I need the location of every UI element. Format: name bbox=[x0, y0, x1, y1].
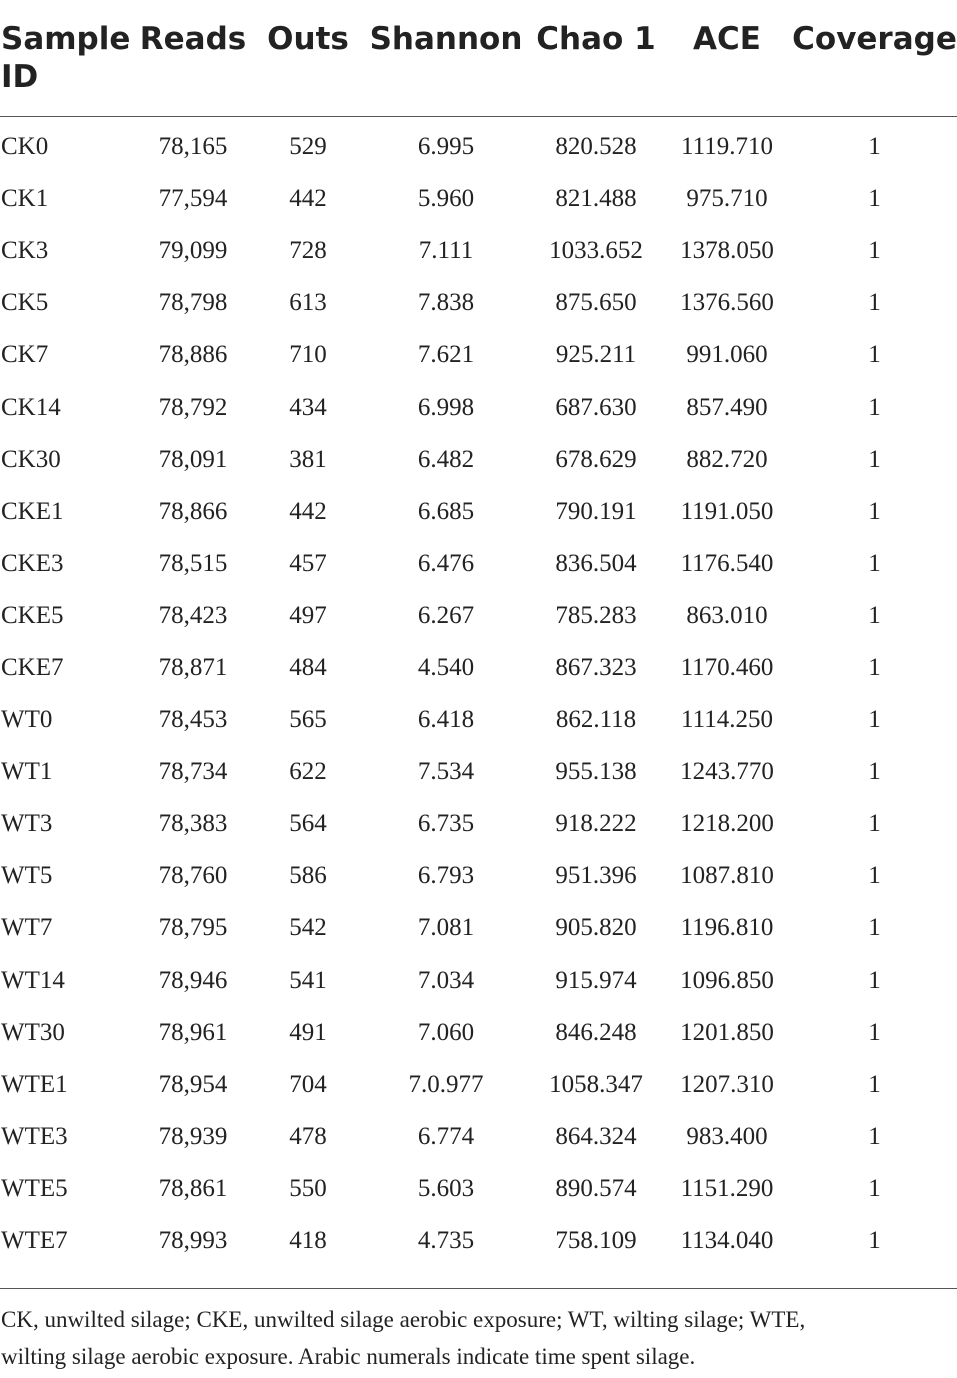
cell-ace: 1151.290 bbox=[680, 1174, 774, 1202]
cell-reads: 78,961 bbox=[158, 1018, 228, 1046]
header-reads: Reads bbox=[132, 0, 254, 117]
cell-chao1: 915.974 bbox=[555, 966, 637, 994]
cell-coverage: 1 bbox=[868, 810, 881, 838]
table-row bbox=[0, 590, 957, 642]
cell-shannon: 7.838 bbox=[417, 289, 475, 317]
cell-outs: 564 bbox=[289, 810, 327, 838]
cell-chao1: 687.630 bbox=[555, 393, 637, 421]
cell-chao1: 905.820 bbox=[555, 914, 637, 942]
table-row bbox=[0, 1007, 957, 1059]
cell-sample-id: WTE7 bbox=[1, 1227, 68, 1255]
header-chao1: Chao 1 bbox=[530, 0, 662, 117]
cell-sample-id: WT5 bbox=[1, 862, 53, 890]
table-row bbox=[0, 694, 957, 746]
cell-sample-id: WT3 bbox=[1, 810, 53, 838]
cell-coverage: 1 bbox=[868, 133, 881, 161]
table-row bbox=[0, 850, 957, 902]
cell-reads: 78,871 bbox=[158, 653, 228, 681]
cell-shannon: 6.476 bbox=[417, 549, 475, 577]
cell-coverage: 1 bbox=[868, 289, 881, 317]
cell-shannon: 6.998 bbox=[417, 393, 475, 421]
cell-coverage: 1 bbox=[868, 185, 881, 213]
cell-shannon: 6.793 bbox=[417, 862, 475, 890]
table-row bbox=[0, 1163, 957, 1215]
cell-chao1: 821.488 bbox=[555, 185, 637, 213]
cell-outs: 613 bbox=[289, 289, 327, 317]
cell-ace: 983.400 bbox=[686, 1122, 768, 1150]
cell-outs: 442 bbox=[289, 185, 327, 213]
cell-ace: 1218.200 bbox=[680, 810, 774, 838]
table-row bbox=[0, 1215, 957, 1273]
cell-chao1: 1033.652 bbox=[549, 237, 643, 265]
cell-shannon: 7.0.977 bbox=[408, 1070, 484, 1098]
cell-shannon: 4.735 bbox=[417, 1227, 475, 1255]
cell-chao1: 955.138 bbox=[555, 758, 637, 786]
table-row bbox=[0, 746, 957, 798]
table-footnote bbox=[0, 1288, 957, 1375]
cell-reads: 78,760 bbox=[158, 862, 228, 890]
header-shannon: Shannon bbox=[362, 0, 530, 117]
cell-chao1: 875.650 bbox=[555, 289, 637, 317]
cell-coverage: 1 bbox=[868, 1174, 881, 1202]
cell-outs: 457 bbox=[289, 549, 327, 577]
cell-ace: 1114.250 bbox=[681, 706, 773, 734]
table-row bbox=[0, 902, 957, 954]
cell-shannon: 4.540 bbox=[417, 653, 475, 681]
cell-ace: 1191.050 bbox=[680, 497, 774, 525]
header-outs: Outs bbox=[254, 0, 362, 117]
cell-sample-id: CK7 bbox=[1, 341, 49, 369]
header-row bbox=[0, 0, 957, 117]
cell-shannon: 6.774 bbox=[417, 1122, 475, 1150]
cell-shannon: 6.418 bbox=[417, 706, 475, 734]
cell-reads: 78,993 bbox=[158, 1227, 228, 1255]
cell-chao1: 862.118 bbox=[555, 706, 637, 734]
cell-outs: 728 bbox=[289, 237, 327, 265]
header-sample-id: Sample ID bbox=[0, 0, 132, 117]
cell-sample-id: CK5 bbox=[1, 289, 49, 317]
cell-ace: 1201.850 bbox=[680, 1018, 774, 1046]
cell-outs: 710 bbox=[289, 341, 327, 369]
cell-coverage: 1 bbox=[868, 1122, 881, 1150]
cell-outs: 529 bbox=[289, 133, 327, 161]
cell-reads: 78,515 bbox=[158, 549, 228, 577]
cell-sample-id: CKE7 bbox=[1, 653, 64, 681]
cell-reads: 78,383 bbox=[158, 810, 228, 838]
cell-reads: 79,099 bbox=[158, 237, 228, 265]
cell-outs: 550 bbox=[289, 1174, 327, 1202]
cell-coverage: 1 bbox=[868, 601, 881, 629]
cell-sample-id: WT14 bbox=[1, 966, 65, 994]
cell-reads: 78,165 bbox=[158, 133, 228, 161]
table-row bbox=[0, 538, 957, 590]
cell-reads: 78,091 bbox=[158, 445, 228, 473]
footnote-line-1: CK, unwilted silage; CKE, unwilted silage aerobic exposure; WT, wilting silage; WTE, bbox=[1, 1307, 806, 1332]
cell-chao1: 758.109 bbox=[555, 1227, 637, 1255]
cell-ace: 1243.770 bbox=[680, 758, 774, 786]
cell-ace: 991.060 bbox=[686, 341, 768, 369]
table-row bbox=[0, 434, 957, 486]
cell-coverage: 1 bbox=[868, 653, 881, 681]
table-row bbox=[0, 798, 957, 850]
table-body bbox=[0, 117, 957, 1274]
cell-coverage: 1 bbox=[868, 1070, 881, 1098]
cell-outs: 491 bbox=[289, 1018, 327, 1046]
cell-reads: 78,734 bbox=[158, 758, 228, 786]
cell-reads: 78,798 bbox=[158, 289, 228, 317]
cell-sample-id: WTE3 bbox=[1, 1122, 68, 1150]
cell-sample-id: WTE1 bbox=[1, 1070, 68, 1098]
cell-chao1: 820.528 bbox=[555, 133, 637, 161]
cell-chao1: 790.191 bbox=[555, 497, 637, 525]
cell-shannon: 6.267 bbox=[417, 601, 475, 629]
header-ace: ACE bbox=[662, 0, 792, 117]
cell-sample-id: CK3 bbox=[1, 237, 49, 265]
cell-shannon: 5.960 bbox=[417, 185, 475, 213]
cell-ace: 882.720 bbox=[686, 445, 768, 473]
cell-coverage: 1 bbox=[868, 237, 881, 265]
cell-shannon: 7.621 bbox=[417, 341, 475, 369]
table-row bbox=[0, 381, 957, 433]
cell-reads: 78,866 bbox=[158, 497, 228, 525]
table-row bbox=[0, 1059, 957, 1111]
cell-sample-id: CKE3 bbox=[1, 549, 64, 577]
cell-coverage: 1 bbox=[868, 1227, 881, 1255]
cell-ace: 1170.460 bbox=[680, 653, 774, 681]
cell-shannon: 6.482 bbox=[417, 445, 475, 473]
cell-shannon: 7.081 bbox=[417, 914, 475, 942]
cell-reads: 78,453 bbox=[158, 706, 228, 734]
cell-coverage: 1 bbox=[868, 1018, 881, 1046]
cell-ace: 1134.040 bbox=[680, 1227, 774, 1255]
cell-sample-id: CKE1 bbox=[1, 497, 64, 525]
cell-reads: 78,795 bbox=[158, 914, 228, 942]
cell-chao1: 785.283 bbox=[555, 601, 637, 629]
cell-shannon: 7.060 bbox=[417, 1018, 475, 1046]
cell-ace: 1176.540 bbox=[680, 549, 774, 577]
cell-sample-id: CK1 bbox=[1, 185, 49, 213]
table-row bbox=[0, 642, 957, 694]
cell-ace: 975.710 bbox=[686, 185, 768, 213]
cell-sample-id: WT30 bbox=[1, 1018, 65, 1046]
cell-outs: 442 bbox=[289, 497, 327, 525]
cell-chao1: 864.324 bbox=[555, 1122, 637, 1150]
cell-coverage: 1 bbox=[868, 914, 881, 942]
cell-chao1: 925.211 bbox=[555, 341, 637, 369]
cell-ace: 1196.810 bbox=[680, 914, 774, 942]
cell-chao1: 918.222 bbox=[555, 810, 637, 838]
table-row bbox=[0, 277, 957, 329]
cell-reads: 78,954 bbox=[158, 1070, 228, 1098]
cell-shannon: 7.534 bbox=[417, 758, 475, 786]
cell-coverage: 1 bbox=[868, 862, 881, 890]
cell-outs: 586 bbox=[289, 862, 327, 890]
cell-ace: 863.010 bbox=[686, 601, 768, 629]
cell-outs: 434 bbox=[289, 393, 327, 421]
cell-outs: 484 bbox=[289, 653, 327, 681]
cell-reads: 78,423 bbox=[158, 601, 228, 629]
cell-shannon: 7.034 bbox=[417, 966, 475, 994]
cell-reads: 77,594 bbox=[158, 185, 228, 213]
cell-chao1: 867.323 bbox=[555, 653, 637, 681]
header-coverage: Coverage bbox=[792, 0, 957, 117]
cell-sample-id: WT7 bbox=[1, 914, 53, 942]
cell-coverage: 1 bbox=[868, 393, 881, 421]
cell-outs: 622 bbox=[289, 758, 327, 786]
cell-coverage: 1 bbox=[868, 445, 881, 473]
cell-ace: 1096.850 bbox=[680, 966, 774, 994]
cell-outs: 565 bbox=[289, 706, 327, 734]
table-header bbox=[0, 0, 957, 117]
cell-outs: 704 bbox=[289, 1070, 327, 1098]
cell-coverage: 1 bbox=[868, 966, 881, 994]
table-row bbox=[0, 225, 957, 277]
cell-sample-id: CK0 bbox=[1, 133, 49, 161]
cell-coverage: 1 bbox=[868, 497, 881, 525]
table-row bbox=[0, 117, 957, 174]
footnote-line-2: wilting silage aerobic exposure. Arabic numerals indicate time spent silage. bbox=[1, 1344, 696, 1369]
cell-ace: 1119.710 bbox=[681, 133, 773, 161]
cell-reads: 78,861 bbox=[158, 1174, 228, 1202]
cell-outs: 497 bbox=[289, 601, 327, 629]
cell-sample-id: CK14 bbox=[1, 393, 61, 421]
cell-chao1: 951.396 bbox=[555, 862, 637, 890]
cell-ace: 1087.810 bbox=[680, 862, 774, 890]
cell-ace: 1376.560 bbox=[680, 289, 774, 317]
cell-ace: 1207.310 bbox=[680, 1070, 774, 1098]
cell-chao1: 846.248 bbox=[555, 1018, 637, 1046]
cell-sample-id: CK30 bbox=[1, 445, 61, 473]
cell-sample-id: CKE5 bbox=[1, 601, 64, 629]
cell-shannon: 5.603 bbox=[417, 1174, 475, 1202]
cell-sample-id: WTE5 bbox=[1, 1174, 68, 1202]
cell-reads: 78,792 bbox=[158, 393, 228, 421]
table-row bbox=[0, 955, 957, 1007]
cell-coverage: 1 bbox=[868, 758, 881, 786]
cell-outs: 541 bbox=[289, 966, 327, 994]
cell-chao1: 678.629 bbox=[555, 445, 637, 473]
cell-outs: 478 bbox=[289, 1122, 327, 1150]
table-row bbox=[0, 329, 957, 381]
cell-coverage: 1 bbox=[868, 706, 881, 734]
cell-reads: 78,939 bbox=[158, 1122, 228, 1150]
cell-ace: 1378.050 bbox=[680, 237, 774, 265]
table-row bbox=[0, 173, 957, 225]
cell-outs: 418 bbox=[289, 1227, 327, 1255]
cell-shannon: 7.111 bbox=[418, 237, 474, 265]
cell-sample-id: WT0 bbox=[1, 706, 53, 734]
cell-chao1: 890.574 bbox=[555, 1174, 637, 1202]
cell-coverage: 1 bbox=[868, 341, 881, 369]
cell-outs: 542 bbox=[289, 914, 327, 942]
cell-shannon: 6.995 bbox=[417, 133, 475, 161]
cell-chao1: 836.504 bbox=[555, 549, 637, 577]
cell-shannon: 6.685 bbox=[417, 497, 475, 525]
cell-reads: 78,886 bbox=[158, 341, 228, 369]
cell-coverage: 1 bbox=[868, 549, 881, 577]
cell-reads: 78,946 bbox=[158, 966, 228, 994]
table-row bbox=[0, 1111, 957, 1163]
cell-sample-id: WT1 bbox=[1, 758, 53, 786]
table-row bbox=[0, 486, 957, 538]
cell-outs: 381 bbox=[289, 445, 327, 473]
cell-chao1: 1058.347 bbox=[549, 1070, 643, 1098]
cell-shannon: 6.735 bbox=[417, 810, 475, 838]
cell-ace: 857.490 bbox=[686, 393, 768, 421]
